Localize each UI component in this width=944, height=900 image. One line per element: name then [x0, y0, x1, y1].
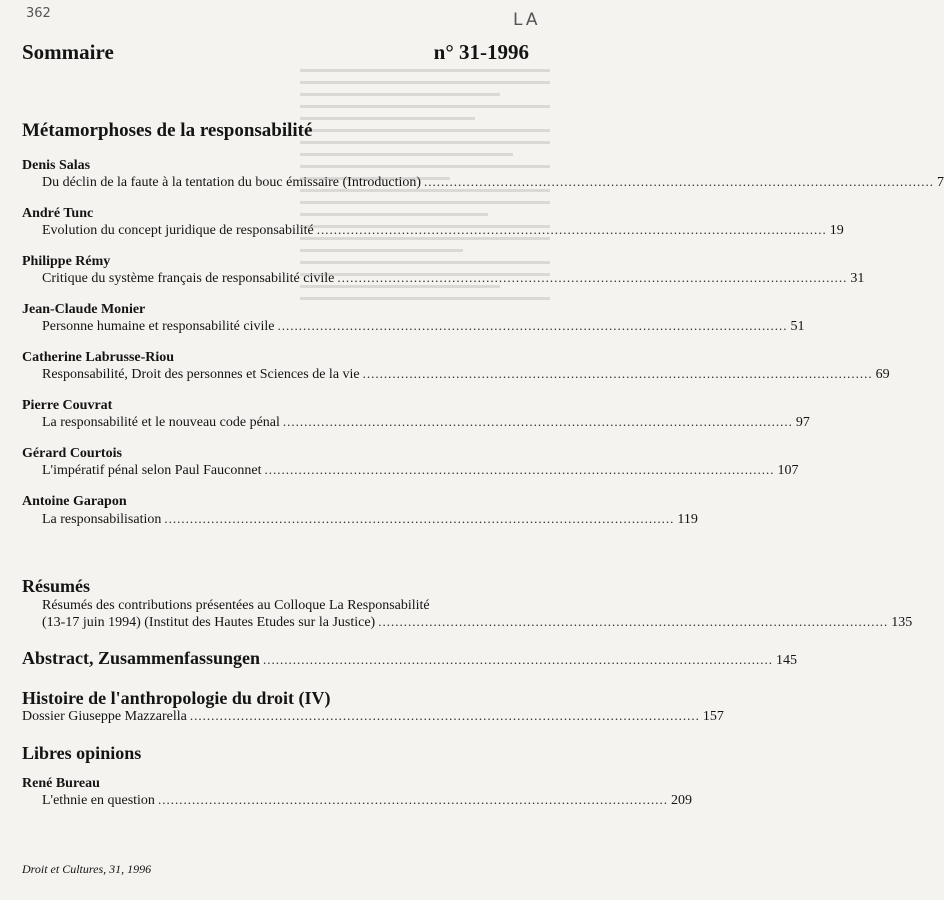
- section-title-metamorphoses: Métamorphoses de la responsabilité: [22, 120, 313, 141]
- toc-entry[interactable]: [42, 270, 865, 287]
- entry-title: Du déclin de la faute à la tentation du bouc émissaire (Introduction): [42, 175, 422, 190]
- toc-entry-resumes[interactable]: [42, 614, 913, 631]
- entry-page: 31: [850, 271, 865, 286]
- leader-dots: ........................................................................................................................: [157, 792, 668, 807]
- issue-number: n° 31-1996: [433, 40, 529, 64]
- entry-title: Dossier Giuseppe Mazzarella: [22, 709, 187, 724]
- entry-title: Personne humaine et responsabilité civile: [42, 319, 275, 334]
- entry-page: 145: [776, 653, 798, 668]
- entry-title: (13-17 juin 1994) (Institut des Hautes Etudes sur la Justice): [42, 615, 376, 630]
- leader-dots: ........................................................................................................................: [263, 652, 774, 667]
- pencil-annotation-right: LA: [513, 10, 541, 30]
- leader-dots: ........................................................................................................................: [164, 511, 675, 526]
- leader-dots: ........................................................................................................................: [362, 366, 873, 381]
- entry-author: Philippe Rémy: [22, 254, 111, 269]
- entry-page: 107: [777, 463, 799, 478]
- entry-author: Catherine Labrusse-Riou: [22, 350, 175, 365]
- entry-title: La responsabilité et le nouveau code pénal: [42, 415, 280, 430]
- leader-dots: ........................................................................................................................: [424, 174, 935, 189]
- entry-author: Jean-Claude Monier: [22, 302, 146, 317]
- resumes-description: Résumés des contributions présentées au Colloque La Responsabilité: [42, 598, 430, 613]
- entry-title: La responsabilisation: [42, 512, 162, 527]
- entry-page: 119: [677, 512, 698, 527]
- toc-entry[interactable]: [42, 318, 805, 335]
- section-title-resumes: Résumés: [22, 576, 90, 596]
- section-title-libres-opinions: Libres opinions: [22, 743, 142, 763]
- leader-dots: ........................................................................................................................: [189, 708, 700, 723]
- entry-author: André Tunc: [22, 206, 94, 221]
- entry-page: 19: [829, 223, 844, 238]
- entry-author: René Bureau: [22, 776, 100, 791]
- entry-title: Responsabilité, Droit des personnes et Sciences de la vie: [42, 367, 360, 382]
- toc-entry-abstract[interactable]: [22, 648, 798, 669]
- leader-dots: ........................................................................................................................: [337, 270, 848, 285]
- journal-footer: Droit et Cultures, 31, 1996: [22, 862, 152, 876]
- leader-dots: ........................................................................................................................: [378, 614, 889, 629]
- entry-title: Critique du système français de responsabilité civile: [42, 271, 335, 286]
- entry-title: Evolution du concept juridique de responsabilité: [42, 223, 314, 238]
- leader-dots: ........................................................................................................................: [277, 318, 788, 333]
- toc-entry-histoire[interactable]: [22, 708, 724, 725]
- entry-page: 97: [795, 415, 810, 430]
- toc-entry[interactable]: [42, 174, 944, 191]
- entry-page: 157: [702, 709, 724, 724]
- toc-entry[interactable]: [42, 414, 810, 431]
- toc-entry-libres[interactable]: [42, 792, 692, 809]
- entry-author: Antoine Garapon: [22, 494, 127, 509]
- leader-dots: ........................................................................................................................: [316, 222, 827, 237]
- toc-entry[interactable]: [42, 222, 844, 239]
- toc-entry[interactable]: [42, 511, 698, 528]
- leader-dots: ........................................................................................................................: [264, 462, 775, 477]
- entry-title: L'impératif pénal selon Paul Fauconnet: [42, 463, 262, 478]
- entry-author: Gérard Courtois: [22, 446, 122, 461]
- entry-title: Abstract, Zusammenfassungen: [22, 648, 261, 668]
- entry-page: 7: [937, 175, 944, 190]
- toc-entry[interactable]: [42, 366, 890, 383]
- entry-title: L'ethnie en question: [42, 793, 155, 808]
- entry-page: 135: [891, 615, 913, 630]
- toc-entry[interactable]: [42, 462, 799, 479]
- entry-author: Denis Salas: [22, 158, 91, 173]
- leader-dots: ........................................................................................................................: [282, 414, 793, 429]
- pencil-annotation-left: 362: [26, 6, 51, 21]
- entry-page: 209: [670, 793, 692, 808]
- entry-page: 69: [875, 367, 890, 382]
- entry-page: 51: [790, 319, 805, 334]
- page-title: Sommaire: [22, 40, 114, 64]
- entry-author: Pierre Couvrat: [22, 398, 113, 413]
- section-title-histoire: Histoire de l'anthropologie du droit (IV): [22, 688, 331, 708]
